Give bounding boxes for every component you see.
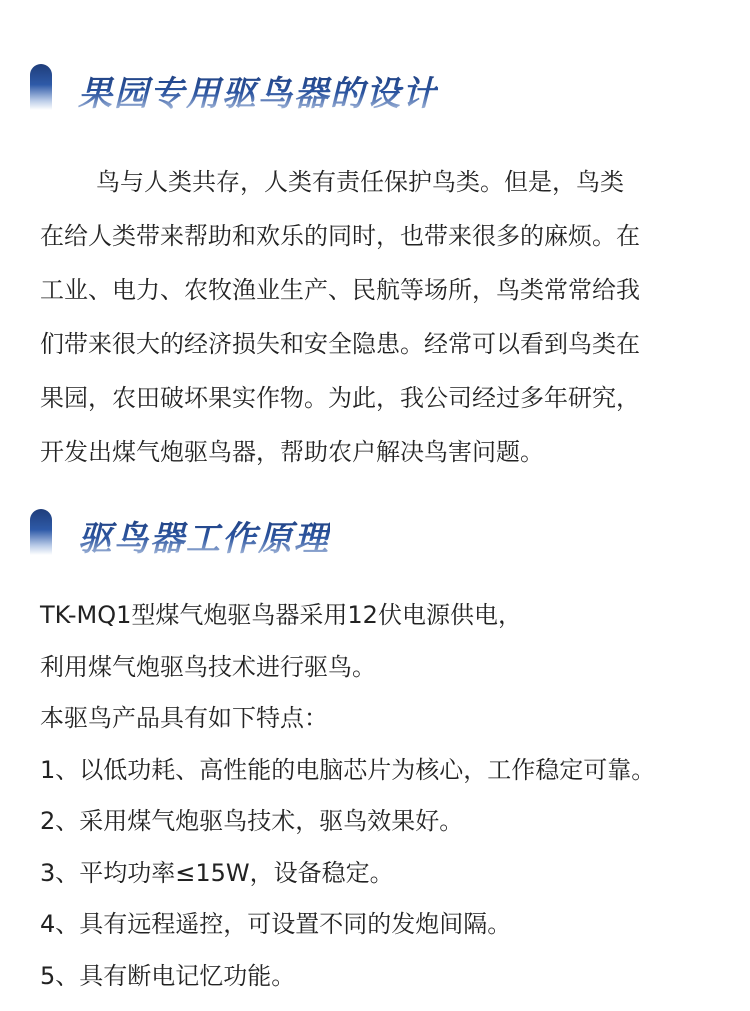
feature-item: 1、以低功耗、高性能的电脑芯片为核心，工作稳定可靠。 xyxy=(40,755,656,784)
intro-line: 鸟与人类共存，人类有责任保护鸟类。但是，鸟类 xyxy=(96,168,624,196)
principle-line: 利用煤气炮驱鸟技术进行驱鸟。 xyxy=(40,652,376,681)
principle-list xyxy=(40,590,730,1002)
intro-paragraph xyxy=(40,155,712,479)
feature-item: 5、具有断电记忆功能。 xyxy=(40,961,296,990)
features-intro: 本驱鸟产品具有如下特点： xyxy=(40,704,328,732)
heading-tab-decoration xyxy=(30,64,52,110)
feature-item: 4、具有远程遥控，可设置不同的发炮间隔。 xyxy=(40,910,512,938)
intro-line: 开发出煤气炮驱鸟器，帮助农户解决鸟害问题。 xyxy=(40,438,544,466)
feature-item: 2、采用煤气炮驱鸟技术，驱鸟效果好。 xyxy=(40,807,464,835)
intro-line: 果园，农田破坏果实作物。为此，我公司经过多年研究， xyxy=(40,384,640,412)
intro-line: 在给人类带来帮助和欢乐的同时，也带来很多的麻烦。在 xyxy=(40,222,640,250)
section-title-principle: 驱鸟器工作原理 xyxy=(78,511,330,560)
section-title-design: 果园专用驱鸟器的设计 xyxy=(78,66,438,115)
intro-line: 们带来很大的经济损失和安全隐患。经常可以看到鸟类在 xyxy=(40,330,640,358)
principle-line: TK-MQ1型煤气炮驱鸟器采用12伏电源供电， xyxy=(40,601,522,629)
section-heading-design xyxy=(30,64,530,114)
feature-item: 3、平均功率≤15W，设备稳定。 xyxy=(40,858,394,887)
heading-tab-decoration xyxy=(30,509,52,555)
intro-line: 工业、电力、农牧渔业生产、民航等场所，鸟类常常给我 xyxy=(40,276,640,304)
section-heading-principle xyxy=(30,509,530,559)
